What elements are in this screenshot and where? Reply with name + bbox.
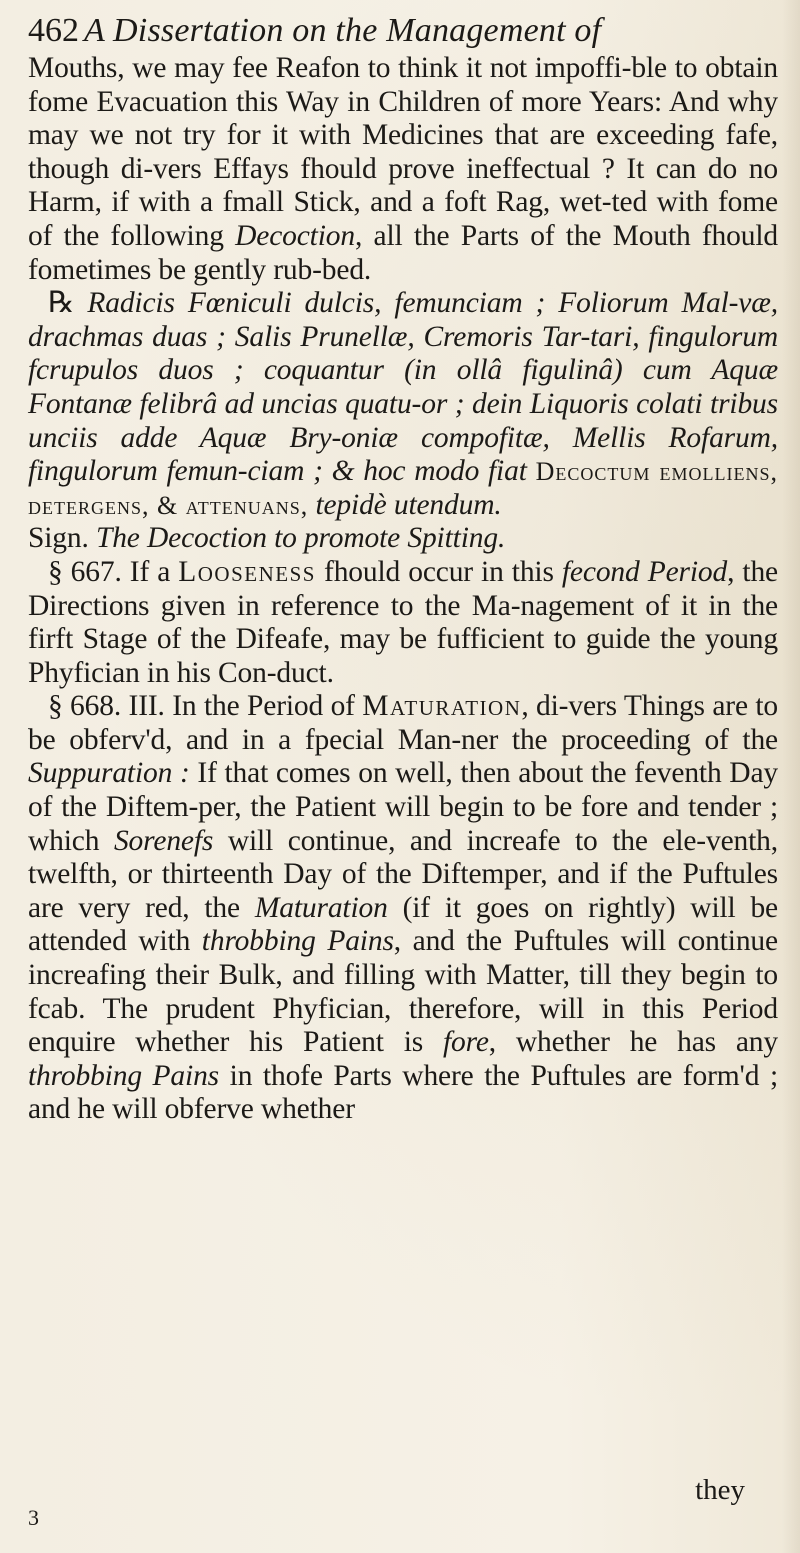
catchword: they xyxy=(695,1474,745,1506)
term-throbbing-pains: throbbing Pains xyxy=(201,925,394,958)
term-maturation-italic: Maturation xyxy=(254,891,388,924)
sign-label: Sign. xyxy=(28,522,96,555)
paragraph-mouths xyxy=(28,52,778,287)
section-mark-667: § 667. xyxy=(48,555,130,588)
section-text: in thofe Parts where the Puftules are form'd ; and he will obferve whether xyxy=(28,1059,778,1126)
section-text: fhould occur in this xyxy=(315,555,562,588)
running-title: A Dissertation on the Management of xyxy=(84,12,602,49)
section-text: If that comes on well, then about the feventh Day of the Diftem-per, the Patient will begin to be fore and tender ; which xyxy=(28,757,779,857)
term-maturation: Maturation xyxy=(362,690,522,723)
paragraph-text-end: , all the Parts of the Mouth fhould fometimes be gently rub-bed. xyxy=(28,219,778,286)
section-text: , di-vers Things are to be obferv'd, and in a fpecial Man-ner the proceeding of the xyxy=(28,690,778,756)
paragraph-text: Mouths, we may fee Reafon to think it not impoffi-ble to obtain fome Evacuation this Way in Children of more Years: And why may we not try for it with Medicines that are exceeding fafe, though di-vers Effays fhould prove ineffectual ? It can do no Harm, if with a fmall Stick, and a foft Rag, wet-ted with fome of the following xyxy=(28,52,778,252)
section-text: , and the Puftules will continue increafing their Bulk, and filling with Matter, till they begin to fcab. The prudent Phyfician, therefore, will in this Period enquire whether his Patient is xyxy=(28,925,778,1059)
term-looseness: Looseness xyxy=(178,555,316,588)
section-text: , the Directions given in reference to the Ma-nagement of it in the firft Stage of the Difeafe, may be fufficient to guide the young Phyfician in his Con-duct. xyxy=(28,555,778,689)
recipe-end-text: tepidè utendum. xyxy=(308,488,502,521)
section-668 xyxy=(28,690,778,1127)
section-667 xyxy=(28,556,778,690)
term-second-period: fecond Period xyxy=(561,555,728,588)
signature-mark: 3 xyxy=(28,1505,39,1530)
recipe-smallcaps-text: Decoctum emolliens, detergens, & attenuans, xyxy=(28,457,778,520)
italic-term-decoction: Decoction xyxy=(235,219,355,252)
term-sorenefs: Sorenefs xyxy=(113,824,214,857)
sign-text: The Decoction to promote Spitting. xyxy=(95,522,506,555)
sign-line xyxy=(28,522,778,556)
section-text: (if it goes on rightly) will be attended with xyxy=(28,891,778,958)
body-text xyxy=(28,52,778,1127)
page-footer xyxy=(28,1474,780,1530)
recipe-symbol: ℞ xyxy=(48,287,75,320)
recipe-paragraph xyxy=(28,287,778,522)
page-edge-shadow xyxy=(782,0,800,1553)
section-text: III. In the Period of xyxy=(128,690,363,723)
term-throbbing-pains-2: throbbing Pains xyxy=(28,1059,220,1092)
section-text: , whether he has any xyxy=(488,1026,778,1059)
term-fore: fore xyxy=(442,1026,489,1059)
recipe-latin-text: Radicis Fœniculi dulcis, femunciam ; Foliorum Mal-væ, drachmas duas ; Salis Prunellæ, Cremoris Tar-tari, fingulorum fcrupulos duos ; coquantur (in ollâ figulinâ) cum Aquæ Fontanæ felibrâ ad uncias quatu-or ; dein Liquoris colati tribus unciis adde Aquæ Bry-oniæ compofitæ, Mellis Rofarum, fingulorum femun-ciam ; & hoc modo fiat xyxy=(28,287,778,488)
section-text: If a xyxy=(129,555,179,588)
page-number: 462 xyxy=(28,12,79,49)
running-header xyxy=(28,8,768,54)
term-suppuration: Suppuration : xyxy=(28,757,190,790)
section-text: will continue, and increafe to the ele-venth, twelfth, or thirteenth Day of the Diftemper, and if the Puftules are very red, the xyxy=(28,824,778,924)
section-mark-668: § 668. xyxy=(48,690,129,723)
